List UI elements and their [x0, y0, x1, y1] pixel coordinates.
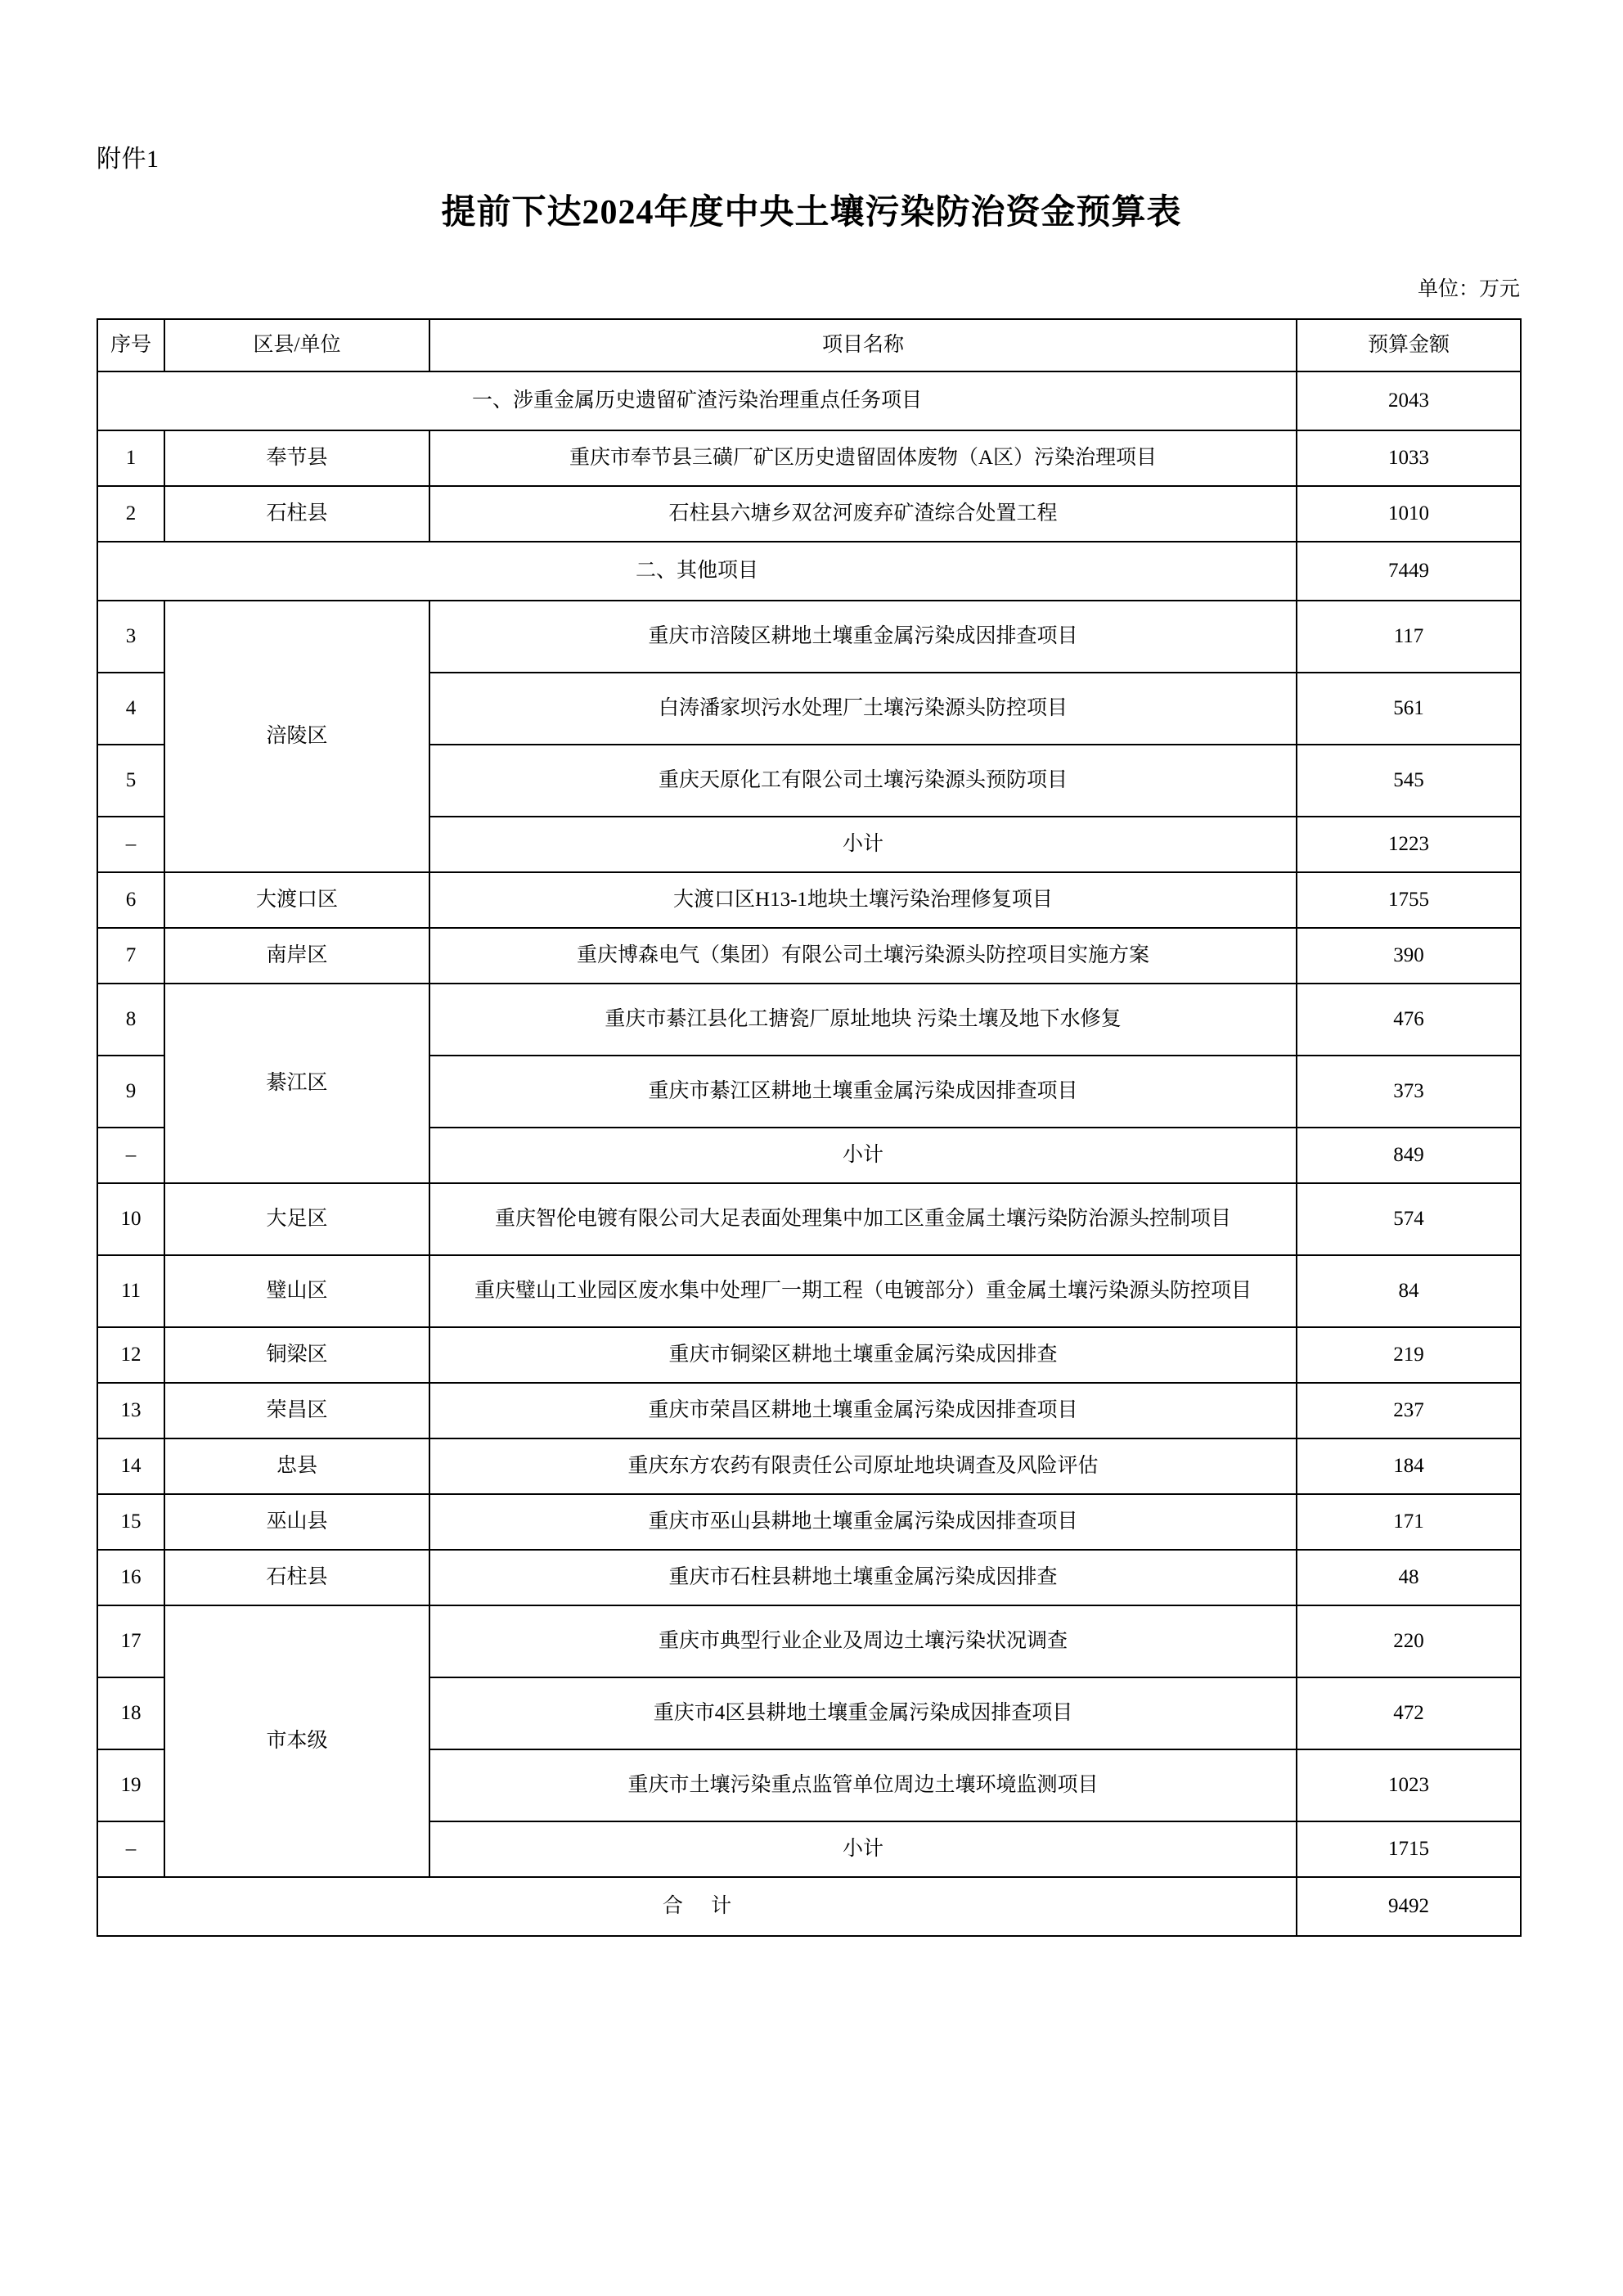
- row-seq: 19: [97, 1749, 164, 1821]
- row-district: 涪陵区: [164, 601, 429, 872]
- header-row: [97, 319, 1521, 371]
- row-amount: 219: [1297, 1327, 1521, 1383]
- row-project: 重庆天原化工有限公司土壤污染源头预防项目: [429, 745, 1297, 817]
- column-header-amount: 预算金额: [1297, 319, 1521, 371]
- row-project: 重庆璧山工业园区废水集中处理厂一期工程（电镀部分）重金属土壤污染源头防控项目: [429, 1255, 1297, 1327]
- row-seq: 7: [97, 928, 164, 984]
- row-seq: 18: [97, 1677, 164, 1749]
- row-amount: 171: [1297, 1494, 1521, 1550]
- row-project: 重庆博森电气（集团）有限公司土壤污染源头防控项目实施方案: [429, 928, 1297, 984]
- row-amount: 574: [1297, 1183, 1521, 1255]
- table-row: [97, 1605, 1521, 1677]
- row-district: 璧山区: [164, 1255, 429, 1327]
- row-district: 铜梁区: [164, 1327, 429, 1383]
- row-seq: –: [97, 1128, 164, 1183]
- section-label: 二、其他项目: [97, 542, 1297, 601]
- grand-total-amount: 9492: [1297, 1877, 1521, 1936]
- row-amount: 1023: [1297, 1749, 1521, 1821]
- table-row: [97, 928, 1521, 984]
- row-project: 白涛潘家坝污水处理厂土壤污染源头防控项目: [429, 673, 1297, 745]
- row-seq: 15: [97, 1494, 164, 1550]
- section-amount: 7449: [1297, 542, 1521, 601]
- table-row: [97, 1550, 1521, 1605]
- row-amount: 1755: [1297, 872, 1521, 928]
- subtotal-label: 小计: [429, 817, 1297, 872]
- column-header-project: 项目名称: [429, 319, 1297, 371]
- table-row: [97, 1494, 1521, 1550]
- grand-total-label: 合 计: [97, 1877, 1297, 1936]
- row-amount: 1033: [1297, 430, 1521, 486]
- table-row: [97, 430, 1521, 486]
- row-seq: 2: [97, 486, 164, 542]
- row-district: 荣昌区: [164, 1383, 429, 1438]
- row-project: 重庆市綦江区耕地土壤重金属污染成因排查项目: [429, 1056, 1297, 1128]
- row-seq: 1: [97, 430, 164, 486]
- table-row: [97, 1383, 1521, 1438]
- row-seq: –: [97, 817, 164, 872]
- row-project: 重庆市石柱县耕地土壤重金属污染成因排查: [429, 1550, 1297, 1605]
- row-seq: 17: [97, 1605, 164, 1677]
- row-amount: 545: [1297, 745, 1521, 817]
- row-amount: 472: [1297, 1677, 1521, 1749]
- grand-total-row: [97, 1877, 1521, 1936]
- row-seq: 3: [97, 601, 164, 673]
- section-row: [97, 371, 1521, 430]
- table-row: [97, 984, 1521, 1056]
- row-project: 重庆智伦电镀有限公司大足表面处理集中加工区重金属土壤污染防治源头控制项目: [429, 1183, 1297, 1255]
- budget-table: [97, 318, 1522, 1937]
- subtotal-amount: 849: [1297, 1128, 1521, 1183]
- row-seq: 5: [97, 745, 164, 817]
- table-row: [97, 486, 1521, 542]
- table-row: [97, 1255, 1521, 1327]
- row-seq: –: [97, 1821, 164, 1877]
- row-amount: 184: [1297, 1438, 1521, 1494]
- row-project: 重庆市土壤污染重点监管单位周边土壤环境监测项目: [429, 1749, 1297, 1821]
- row-amount: 1010: [1297, 486, 1521, 542]
- row-district: 石柱县: [164, 1550, 429, 1605]
- row-district: 綦江区: [164, 984, 429, 1183]
- attachment-label: 附件1: [97, 146, 160, 173]
- row-project: 重庆市綦江县化工搪瓷厂原址地块 污染土壤及地下水修复: [429, 984, 1297, 1056]
- table-row: [97, 1438, 1521, 1494]
- row-project: 重庆市荣昌区耕地土壤重金属污染成因排查项目: [429, 1383, 1297, 1438]
- row-seq: 10: [97, 1183, 164, 1255]
- row-district: 大渡口区: [164, 872, 429, 928]
- row-seq: 12: [97, 1327, 164, 1383]
- column-header-seq: 序号: [97, 319, 164, 371]
- subtotal-amount: 1715: [1297, 1821, 1521, 1877]
- unit-note: 单位：万元: [1417, 278, 1520, 300]
- table-row: [97, 601, 1521, 673]
- row-seq: 9: [97, 1056, 164, 1128]
- row-district: 奉节县: [164, 430, 429, 486]
- table-row: [97, 1327, 1521, 1383]
- row-amount: 373: [1297, 1056, 1521, 1128]
- section-amount: 2043: [1297, 371, 1521, 430]
- row-seq: 6: [97, 872, 164, 928]
- page-title: 提前下达2024年度中央土壤污染防治资金预算表: [441, 194, 1182, 232]
- row-project: 重庆东方农药有限责任公司原址地块调查及风险评估: [429, 1438, 1297, 1494]
- row-project: 重庆市涪陵区耕地土壤重金属污染成因排查项目: [429, 601, 1297, 673]
- row-district: 忠县: [164, 1438, 429, 1494]
- subtotal-label: 小计: [429, 1821, 1297, 1877]
- row-district: 石柱县: [164, 486, 429, 542]
- row-amount: 476: [1297, 984, 1521, 1056]
- section-row: [97, 542, 1521, 601]
- column-header-district: 区县/单位: [164, 319, 429, 371]
- row-project: 重庆市奉节县三磺厂矿区历史遗留固体废物（A区）污染治理项目: [429, 430, 1297, 486]
- row-seq: 16: [97, 1550, 164, 1605]
- row-project: 大渡口区H13-1地块土壤污染治理修复项目: [429, 872, 1297, 928]
- row-amount: 117: [1297, 601, 1521, 673]
- row-project: 重庆市铜梁区耕地土壤重金属污染成因排查: [429, 1327, 1297, 1383]
- row-district: 市本级: [164, 1605, 429, 1877]
- section-label: 一、涉重金属历史遗留矿渣污染治理重点任务项目: [97, 371, 1297, 430]
- row-project: 重庆市典型行业企业及周边土壤污染状况调查: [429, 1605, 1297, 1677]
- row-amount: 48: [1297, 1550, 1521, 1605]
- row-amount: 561: [1297, 673, 1521, 745]
- row-district: 巫山县: [164, 1494, 429, 1550]
- row-amount: 220: [1297, 1605, 1521, 1677]
- table-body: [97, 371, 1521, 1936]
- row-amount: 237: [1297, 1383, 1521, 1438]
- row-amount: 390: [1297, 928, 1521, 984]
- row-project: 重庆市4区县耕地土壤重金属污染成因排查项目: [429, 1677, 1297, 1749]
- row-seq: 14: [97, 1438, 164, 1494]
- row-seq: 4: [97, 673, 164, 745]
- row-amount: 84: [1297, 1255, 1521, 1327]
- table-row: [97, 1183, 1521, 1255]
- row-district: 大足区: [164, 1183, 429, 1255]
- row-district: 南岸区: [164, 928, 429, 984]
- subtotal-amount: 1223: [1297, 817, 1521, 872]
- row-seq: 13: [97, 1383, 164, 1438]
- row-seq: 8: [97, 984, 164, 1056]
- row-seq: 11: [97, 1255, 164, 1327]
- table-header: [97, 319, 1521, 371]
- subtotal-label: 小计: [429, 1128, 1297, 1183]
- row-project: 重庆市巫山县耕地土壤重金属污染成因排查项目: [429, 1494, 1297, 1550]
- table-row: [97, 872, 1521, 928]
- row-project: 石柱县六塘乡双岔河废弃矿渣综合处置工程: [429, 486, 1297, 542]
